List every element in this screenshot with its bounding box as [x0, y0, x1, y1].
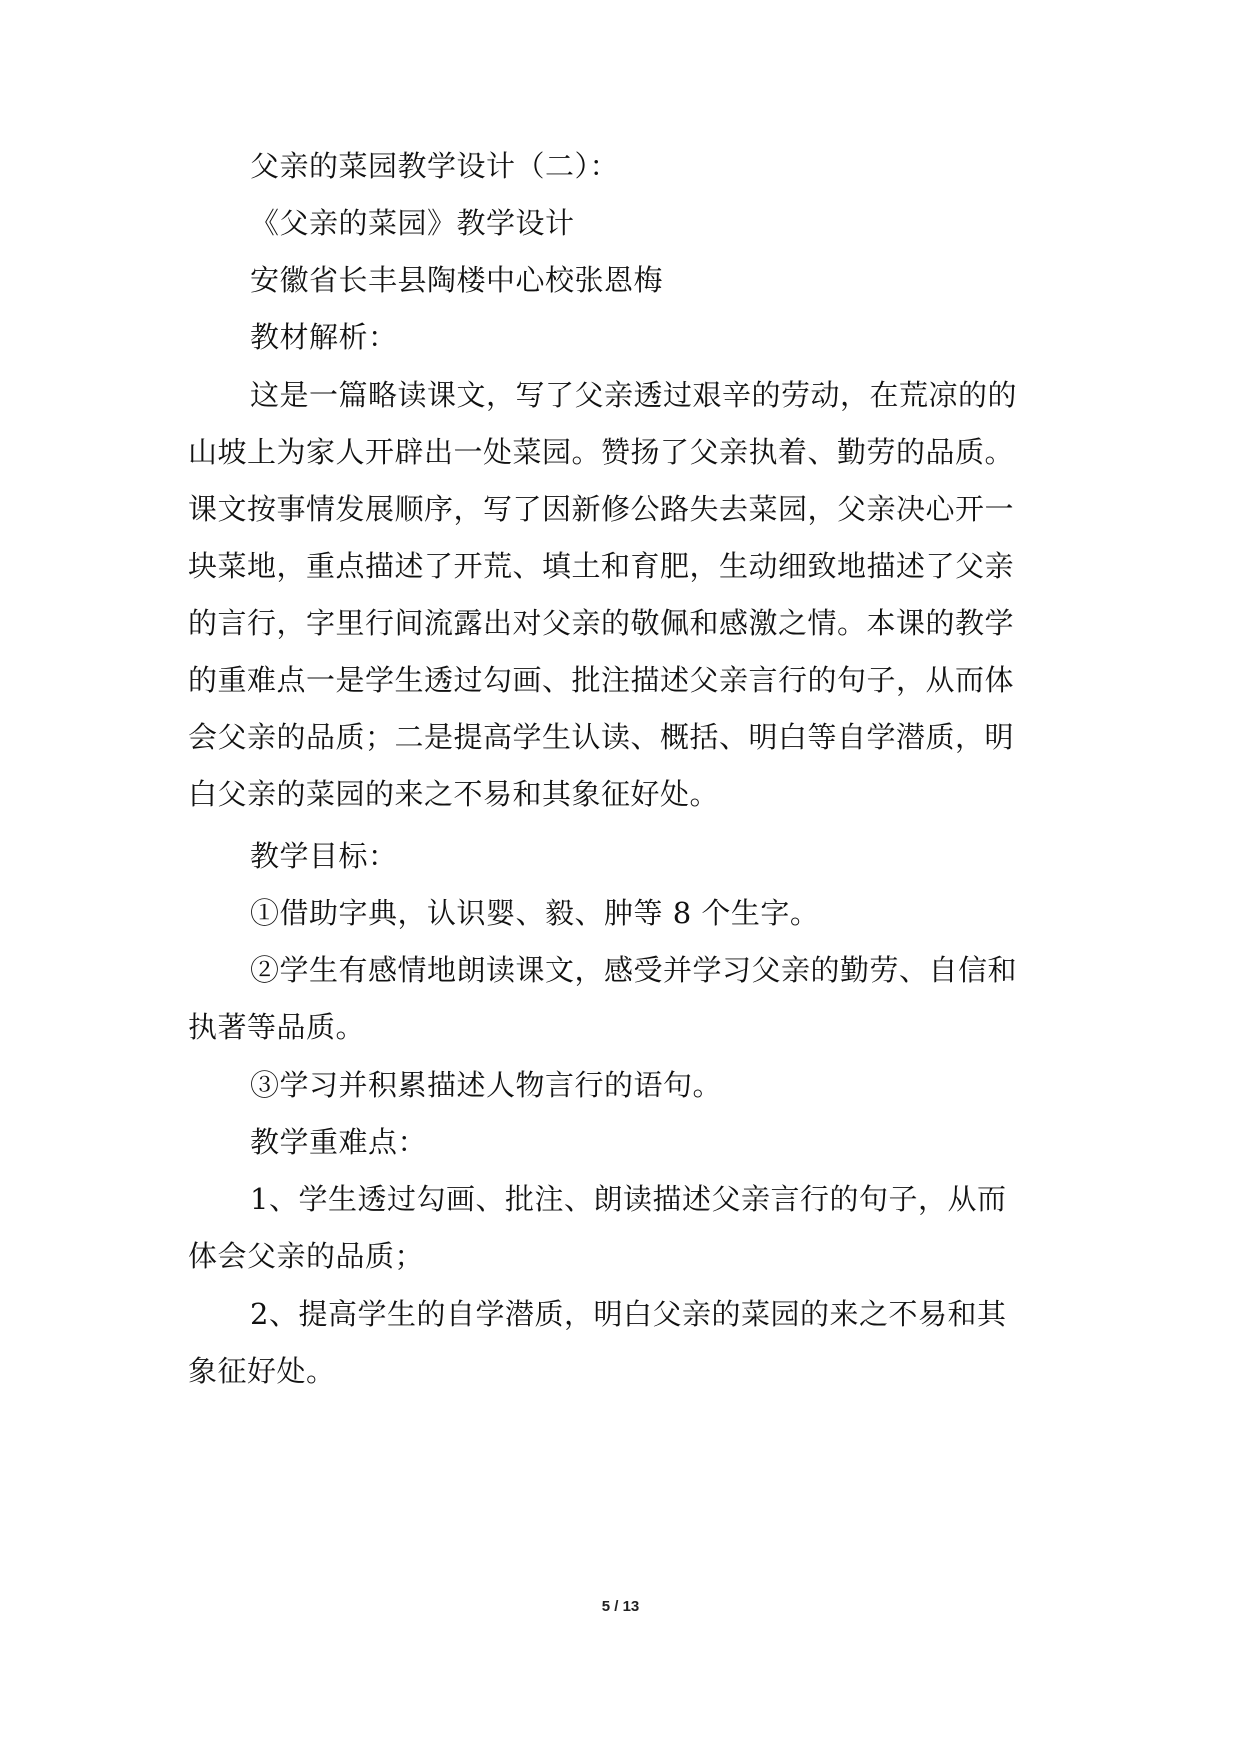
- difficulty-item-1-continued: 体会父亲的品质；: [188, 1239, 425, 1273]
- author-line: 安徽省长丰县陶楼中心校张恩梅: [250, 263, 664, 297]
- analysis-heading: 教材解析：: [250, 320, 398, 354]
- analysis-line: 块菜地，重点描述了开荒、填土和育肥，生动细致地描述了父亲: [188, 549, 1015, 583]
- goal-item-2-continued: 执著等品质。: [188, 1010, 366, 1044]
- analysis-line: 白父亲的菜园的来之不易和其象征好处。: [188, 777, 720, 811]
- analysis-line: 的重难点一是学生透过勾画、批注描述父亲言行的句子，从而体: [188, 663, 1015, 697]
- goals-heading: 教学目标：: [250, 839, 398, 873]
- goal-item-2: ②学生有感情地朗读课文，感受并学习父亲的勤劳、自信和: [250, 953, 1018, 987]
- analysis-line: 的言行，字里行间流露出对父亲的敬佩和感激之情。本课的教学: [188, 606, 1015, 640]
- analysis-line: 这是一篇略读课文，写了父亲透过艰辛的劳动，在荒凉的的: [250, 378, 1018, 412]
- difficulty-item-2: 2、提高学生的自学潜质，明白父亲的菜园的来之不易和其: [250, 1297, 1007, 1331]
- difficulty-item-1: 1、学生透过勾画、批注、朗读描述父亲言行的句子，从而: [250, 1182, 1007, 1216]
- analysis-line: 课文按事情发展顺序，写了因新修公路失去菜园，父亲决心开一: [188, 492, 1015, 526]
- goal-item-1: ①借助字典，认识婴、毅、肿等 8 个生字。: [250, 896, 820, 930]
- document-title: 父亲的菜园教学设计（二）：: [250, 149, 620, 183]
- analysis-line: 山坡上为家人开辟出一处菜园。赞扬了父亲执着、勤劳的品质。: [188, 435, 1015, 469]
- difficulty-item-2-continued: 象征好处。: [188, 1354, 336, 1388]
- analysis-line: 会父亲的品质；二是提高学生认读、概括、明白等自学潜质，明: [188, 720, 1015, 754]
- document-subtitle: 《父亲的菜园》教学设计: [250, 206, 575, 240]
- page-number: 5 / 13: [601, 1598, 640, 1615]
- difficulty-heading: 教学重难点：: [250, 1125, 428, 1159]
- goal-item-3: ③学习并积累描述人物言行的语句。: [250, 1068, 723, 1102]
